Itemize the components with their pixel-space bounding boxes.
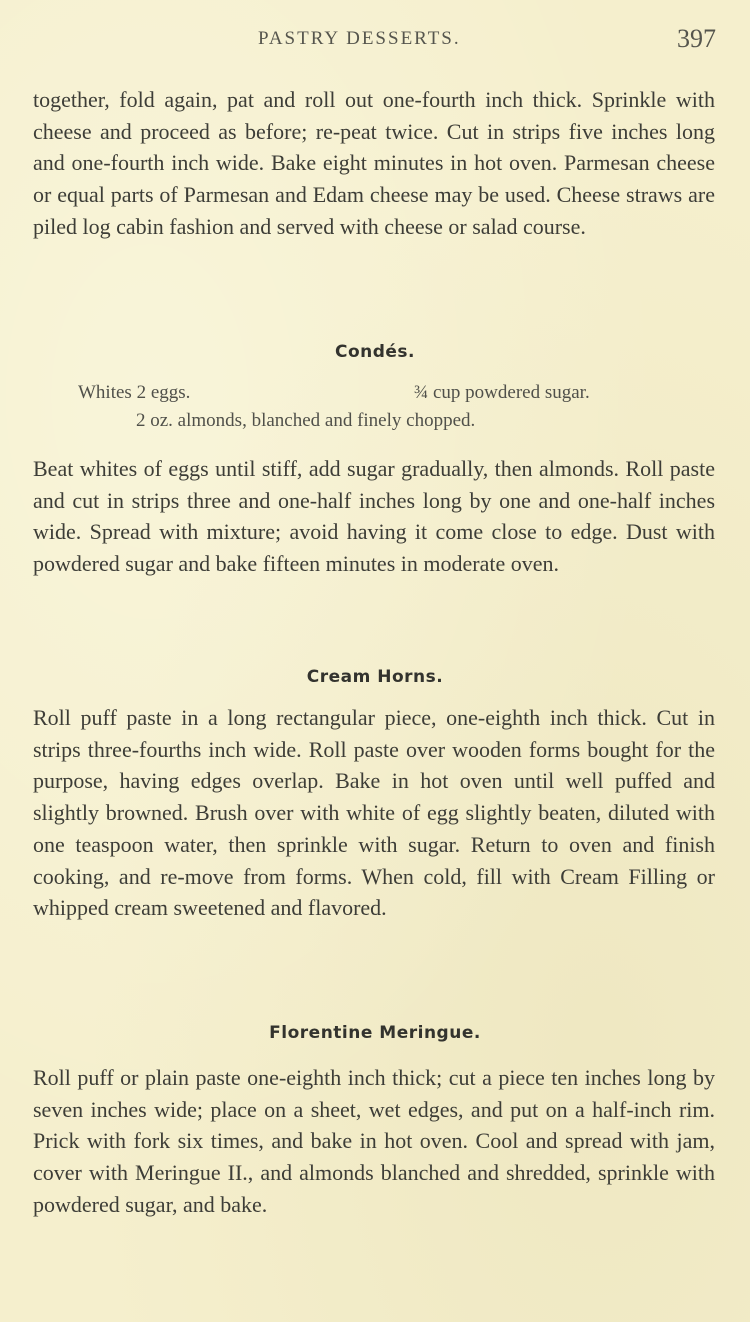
cream-horns-heading: Cream Horns. (306, 667, 444, 687)
cheese-straws-continuation: together, fold again, pat and roll out one-fourth inch thick. Sprinkle with cheese and proceed as before; re-peat twice. Cut in strips five inches long and one-fourth inch wide. Bake eight minutes in hot oven. Parmesan cheese or equal parts of Parmesan and Edam cheese may be used. Cheese straws are piled log cabin fashion and served with cheese or salad course. (33, 87, 715, 239)
running-head: PASTRY DESSERTS. (258, 28, 461, 49)
florentine-meringue-heading: Florentine Meringue. (269, 1023, 481, 1043)
florentine-meringue-method: Roll puff or plain paste one-eighth inch thick; cut a piece ten inches long by seven inches wide; place on a sheet, wet edges, and put on a half-inch rim. Prick with fork six times, and bake in hot oven. Cool and spread with jam, cover with Meringue II., and almonds blanched and shredded, sprinkle with powdered sugar, and bake. (33, 1065, 715, 1217)
cream-horns-method: Roll puff paste in a long rectangular piece, one-eighth inch thick. Cut in strips three-fourths inch wide. Roll paste over wooden forms bought for the purpose, having edges overlap. Bake in hot oven until well puffed and slightly browned. Brush over with white of egg slightly beaten, diluted with one teaspoon water, then sprinkle with sugar. Return to oven and finish cooking, and re-move from forms. When cold, fill with Cream Filling or whipped cream sweetened and flavored. (33, 705, 715, 921)
condes-ingredient-whites: Whites 2 eggs. (78, 382, 191, 403)
condes-ingredient-almonds: 2 oz. almonds, blanched and finely chopped. (136, 410, 476, 431)
condes-method: Beat whites of eggs until stiff, add sugar gradually, then almonds. Roll paste and cut in strips three and one-half inches long by one and one-half inches wide. Spread with mixture; avoid having it come close to edge. Dust with powdered sugar and bake fifteen minutes in moderate oven. (33, 456, 715, 577)
condes-heading: Condés. (334, 342, 416, 362)
page-number: 397 (677, 24, 716, 53)
condes-ingredient-sugar: ¾ cup powdered sugar. (414, 382, 590, 403)
